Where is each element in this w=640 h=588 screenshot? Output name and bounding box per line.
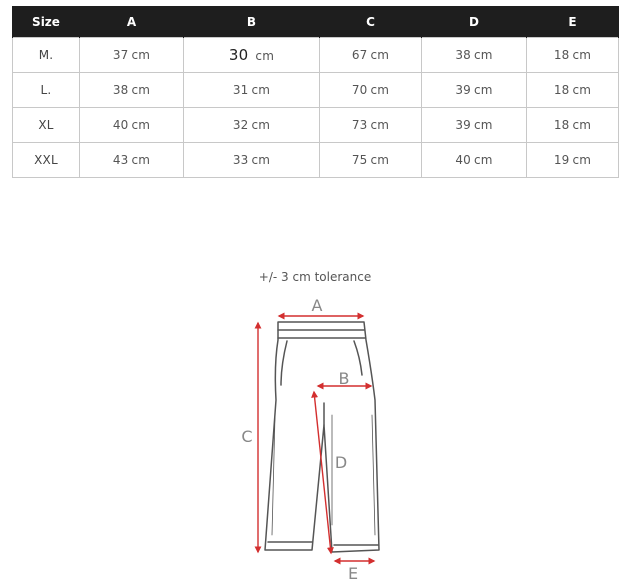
cell-c [320, 108, 422, 143]
unit: cm [370, 48, 390, 62]
unit: cm [131, 153, 151, 167]
cell-d [422, 108, 527, 143]
cell-b [184, 143, 320, 178]
cell-a [80, 108, 184, 143]
unit: cm [131, 83, 151, 97]
value: 39 [455, 118, 471, 132]
size-cell: XL [13, 108, 80, 143]
tolerance-note: +/- 3 cm tolerance [258, 270, 372, 284]
cell-a [80, 73, 184, 108]
value: 19 [553, 153, 570, 167]
pants-outline-icon [265, 322, 379, 552]
unit: cm [473, 83, 493, 97]
value: 32 [232, 118, 249, 132]
arrow-d [314, 392, 331, 553]
table-row [13, 143, 619, 178]
cell-d [422, 73, 527, 108]
value: 70 [351, 83, 368, 97]
column-header-e: E [527, 6, 619, 38]
dimension-arrows [258, 316, 374, 561]
unit: cm [370, 153, 390, 167]
cell-c [320, 73, 422, 108]
cell-b [184, 108, 320, 143]
value: 73 [351, 118, 368, 132]
unit: cm [251, 83, 271, 97]
cell-c [320, 143, 422, 178]
column-header-d: D [422, 6, 527, 38]
table-row [13, 38, 619, 73]
cell-e [527, 108, 619, 143]
label-b: B [338, 369, 350, 388]
unit: cm [572, 83, 592, 97]
unit: cm [255, 49, 275, 63]
unit: cm [572, 48, 592, 62]
value: 37 [112, 48, 129, 62]
value: 30 [228, 46, 249, 64]
table-row [13, 108, 619, 143]
column-header-a: A [80, 6, 184, 38]
value: 40 [455, 153, 471, 167]
cell-b [184, 38, 320, 73]
unit: cm [131, 118, 151, 132]
value: 33 [232, 153, 249, 167]
unit: cm [473, 153, 493, 167]
column-header-size: Size [13, 6, 80, 38]
size-cell: M. [13, 38, 80, 73]
cell-a [80, 38, 184, 73]
size-cell: L. [13, 73, 80, 108]
value: 18 [553, 83, 570, 97]
value: 31 [232, 83, 249, 97]
cell-e [527, 73, 619, 108]
table-row [13, 73, 619, 108]
value: 75 [351, 153, 368, 167]
value: 18 [553, 48, 570, 62]
value: 39 [455, 83, 471, 97]
cell-d [422, 38, 527, 73]
table-header-row [13, 6, 619, 38]
value: 18 [553, 118, 570, 132]
cell-e [527, 38, 619, 73]
unit: cm [572, 153, 592, 167]
column-header-b: B [184, 6, 320, 38]
label-d: D [334, 453, 348, 472]
unit: cm [473, 48, 493, 62]
unit: cm [572, 118, 592, 132]
value: 38 [112, 83, 129, 97]
value: 43 [112, 153, 129, 167]
cell-d [422, 143, 527, 178]
cell-a [80, 143, 184, 178]
unit: cm [131, 48, 151, 62]
cell-b [184, 73, 320, 108]
value: 40 [112, 118, 129, 132]
value: 38 [455, 48, 471, 62]
label-c: C [241, 427, 253, 446]
cell-c [320, 38, 422, 73]
label-e: E [347, 564, 359, 583]
unit: cm [370, 118, 390, 132]
unit: cm [251, 118, 271, 132]
unit: cm [370, 83, 390, 97]
value: 67 [351, 48, 368, 62]
size-chart-table [12, 6, 619, 178]
cell-e [527, 143, 619, 178]
unit: cm [473, 118, 493, 132]
size-cell: XXL [13, 143, 80, 178]
unit: cm [251, 153, 271, 167]
pants-measurement-diagram [232, 295, 402, 585]
column-header-c: C [320, 6, 422, 38]
label-a: A [311, 296, 323, 315]
